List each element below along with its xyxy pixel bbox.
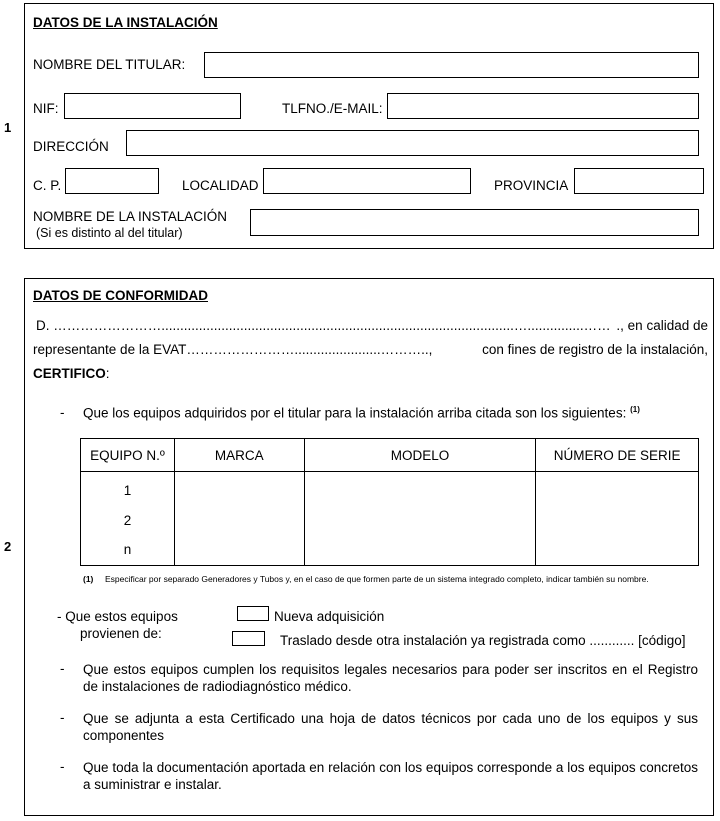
provenance-label-line2: provienen de: bbox=[80, 626, 162, 641]
certifico-line bbox=[33, 366, 110, 381]
locality-input[interactable] bbox=[263, 168, 471, 194]
documentation-item: Que toda la documentación aportada en relación con los equipos corresponde a los equipos concretos a suministrar e instalar. bbox=[83, 760, 698, 792]
transfer-label: Traslado desde otra instalación ya registrada como ............ [código] bbox=[280, 633, 686, 648]
col-serie-header: NÚMERO DE SERIE bbox=[536, 439, 699, 472]
declarant-capacity-text: ., en calidad de bbox=[616, 318, 708, 333]
modelo-cell[interactable] bbox=[304, 472, 536, 566]
registration-purpose-text: con fines de registro de la instalación, bbox=[482, 342, 708, 357]
equipo-row-2: 2 bbox=[123, 512, 132, 528]
col-marca-header: MARCA bbox=[174, 439, 304, 472]
nif-input[interactable] bbox=[64, 93, 241, 119]
footnote-ref: (1) bbox=[630, 405, 640, 414]
bullet-2: - bbox=[60, 661, 65, 676]
table-body-row bbox=[81, 472, 699, 566]
equipment-table bbox=[80, 438, 699, 566]
certifico-colon: : bbox=[105, 366, 110, 381]
col-equipo-header: EQUIPO N.º bbox=[81, 439, 175, 472]
footnote-text: Especificar por separado Generadores y Tubos y, en el caso de que formen parte de un sistema integrado completo, indicar también su nombre. bbox=[105, 574, 649, 584]
declarant-line bbox=[36, 318, 708, 333]
equipo-number-cell[interactable] bbox=[81, 472, 175, 566]
new-acquisition-checkbox[interactable] bbox=[237, 606, 269, 621]
equipo-row-1: 1 bbox=[123, 483, 132, 498]
declarant-name-dots: D. ……………………..............................................................................................…...............…… bbox=[36, 318, 611, 333]
section-1-title: DATOS DE LA INSTALACIÓN bbox=[33, 15, 218, 30]
equipment-list-intro bbox=[83, 405, 640, 421]
section-installation-data bbox=[24, 3, 714, 249]
bullet-3: - bbox=[60, 710, 65, 725]
installation-name-input[interactable] bbox=[250, 209, 699, 236]
transfer-checkbox[interactable] bbox=[232, 631, 265, 646]
representative-line bbox=[33, 342, 708, 357]
footnote-mark: (1) bbox=[83, 574, 94, 584]
address-input[interactable] bbox=[126, 130, 699, 156]
table-header-row bbox=[81, 439, 699, 472]
titular-label: NOMBRE DEL TITULAR: bbox=[33, 57, 186, 72]
nif-label: NIF: bbox=[33, 101, 59, 116]
serie-cell[interactable] bbox=[536, 472, 699, 566]
marca-cell[interactable] bbox=[174, 472, 304, 566]
provenance-label-line1: - Que estos equipos bbox=[57, 609, 178, 624]
province-label: PROVINCIA bbox=[494, 178, 569, 193]
bullet-4: - bbox=[60, 759, 65, 774]
postal-code-input[interactable] bbox=[65, 168, 159, 194]
address-label: DIRECCIÓN bbox=[33, 139, 109, 154]
province-input[interactable] bbox=[574, 168, 704, 194]
equipo-row-n: n bbox=[123, 542, 132, 557]
evat-dots: representante de la EVAT…………………….......................……….., bbox=[33, 342, 433, 357]
titular-input[interactable] bbox=[204, 52, 699, 78]
certifico-word: CERTIFICO bbox=[33, 366, 106, 381]
phone-email-label: TLFNO./E-MAIL: bbox=[282, 101, 383, 116]
phone-email-input[interactable] bbox=[387, 93, 699, 119]
section-2-title: DATOS DE CONFORMIDAD bbox=[33, 288, 208, 303]
equipment-list-intro-text: Que los equipos adquiridos por el titular para la instalación arriba citada son los siguientes: bbox=[83, 405, 627, 421]
installation-name-note: (Si es distinto al del titular) bbox=[36, 226, 183, 240]
installation-name-label: NOMBRE DE LA INSTALACIÓN bbox=[33, 209, 228, 224]
section-2-number: 2 bbox=[4, 539, 12, 554]
legal-requirements-item: Que estos equipos cumplen los requisitos legales necesarios para poder ser inscritos en el Registro de instalaciones de radiodiagnóstico médico. bbox=[83, 662, 698, 694]
technical-sheet-item: Que se adjunta a esta Certificado una hoja de datos técnicos por cada uno de los equipos y sus componentes bbox=[83, 711, 698, 743]
new-acquisition-label: Nueva adquisición bbox=[274, 609, 385, 624]
locality-label: LOCALIDAD bbox=[182, 178, 259, 193]
section-1-number: 1 bbox=[4, 120, 12, 135]
col-modelo-header: MODELO bbox=[304, 439, 536, 472]
postal-code-label: C. P. bbox=[33, 178, 62, 193]
bullet-1: - bbox=[60, 405, 65, 420]
